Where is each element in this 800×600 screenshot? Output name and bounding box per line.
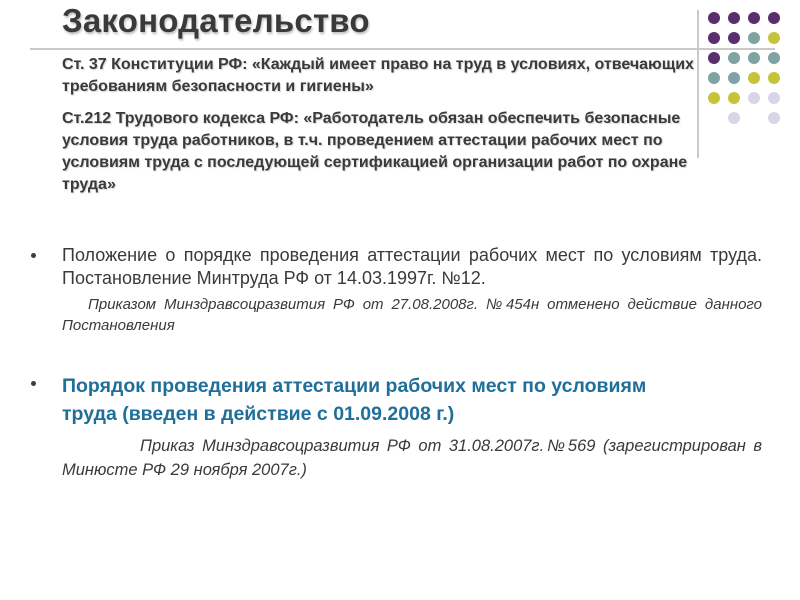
dot bbox=[768, 112, 780, 124]
constitution-quote: Ст. 37 Конституции РФ: «Каждый имеет право на труд в условиях, отвечающих требованиям безопасности и гигиены» bbox=[62, 56, 694, 95]
list-item-text: Положение о порядке проведения аттестации рабочих мест по условиям труда. Постановление Минтруда РФ от 14.03.1997г. №12. bbox=[62, 245, 762, 288]
dot bbox=[748, 52, 760, 64]
dot bbox=[728, 12, 740, 24]
labor-code-quote: Ст.212 Трудового кодекса РФ: «Работодатель обязан обеспечить безопасные условия труда работников, в т.ч. проведением аттестации рабочих мест по условиям труда с последующей сертификацией организации работ по охране труда» bbox=[62, 110, 688, 193]
horizontal-divider bbox=[30, 48, 775, 50]
dot bbox=[728, 72, 740, 84]
dot bbox=[728, 32, 740, 44]
dot bbox=[708, 72, 720, 84]
list-item bbox=[62, 244, 762, 336]
dot bbox=[768, 72, 780, 84]
dot bbox=[728, 52, 740, 64]
dot bbox=[748, 72, 760, 84]
dot bbox=[708, 52, 720, 64]
list-item-text: Порядок проведения аттестации рабочих мест по условиям труда (введен в действие с 01.09.2008 г.) bbox=[62, 375, 647, 425]
dot bbox=[748, 92, 760, 104]
dot bbox=[708, 12, 720, 24]
list-item-note bbox=[62, 294, 762, 336]
dot bbox=[768, 92, 780, 104]
bullet-icon bbox=[31, 253, 36, 258]
dot bbox=[708, 32, 720, 44]
dot bbox=[768, 52, 780, 64]
list-item bbox=[62, 372, 762, 482]
dot bbox=[768, 32, 780, 44]
list-item-note-text: Приказ Минздравсоцразвития РФ от 31.08.2007г.№569 (зарегистрирован в Минюсте РФ 29 ноября 2007г.) bbox=[62, 437, 762, 479]
bullet-icon bbox=[31, 381, 36, 386]
dot bbox=[748, 12, 760, 24]
slide-title: Законодательство bbox=[62, 2, 370, 39]
dot bbox=[748, 32, 760, 44]
dot bbox=[768, 12, 780, 24]
dot bbox=[728, 92, 740, 104]
dot bbox=[708, 92, 720, 104]
list-item-note bbox=[62, 434, 762, 482]
list-item-note-text: Приказом Минздравсоцразвития РФ от 27.08.2008г. №454н отменено действие данного Постановления bbox=[62, 296, 762, 334]
